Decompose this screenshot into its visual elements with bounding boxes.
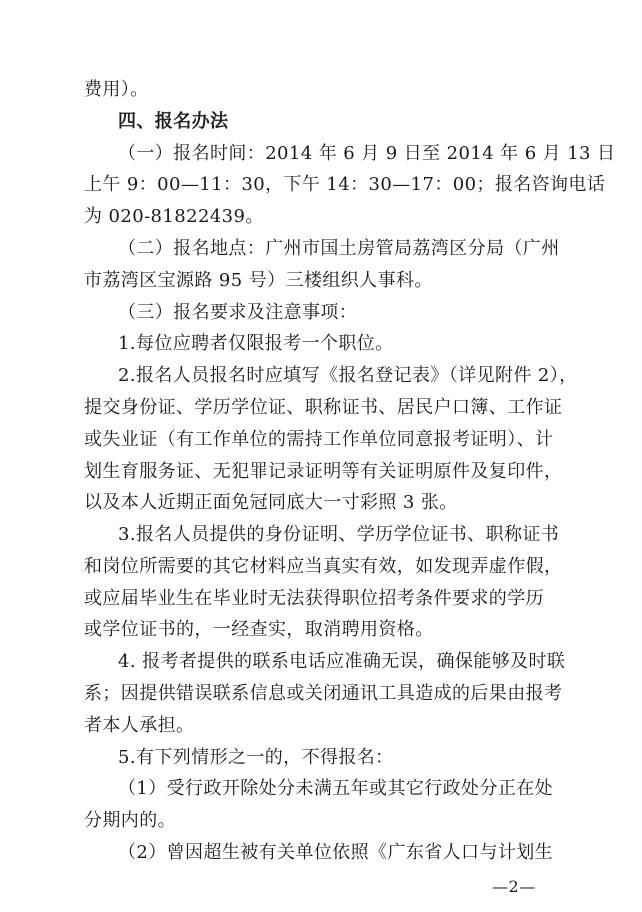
text-line: 以及本人近期正面免冠同底大一寸彩照 3 张。 — [84, 492, 458, 513]
text-line: 为 020-81822439。 — [84, 206, 264, 227]
text-line: 市荔湾区宝源路 95 号）三楼组织人事科。 — [84, 270, 433, 291]
text-line: 提交身份证、学历学位证、职称证书、居民户口簿、工作证 — [84, 397, 563, 418]
page-number: —2— — [492, 877, 536, 896]
text-line: 划生育服务证、无犯罪记录证明等有关证明原件及复印件， — [84, 461, 563, 482]
text-line: 系；因提供错误联系信息或关闭通讯工具造成的后果由报考 — [84, 683, 563, 704]
text-line: 上午 9：00—11：30，下午 14：30—17：00；报名咨询电话 — [84, 174, 606, 195]
text-line: 分期内的。 — [84, 810, 176, 831]
text-line: （三）报名要求及注意事项： — [118, 302, 358, 323]
text-line: （1）受行政开除处分未满五年或其它行政处分正在处 — [118, 778, 554, 799]
text-line: （一）报名时间：2014 年 6 月 9 日至 2014 年 6 月 13 日 — [118, 143, 616, 164]
text-line: 4. 报考者提供的联系电话应准确无误，确保能够及时联 — [118, 651, 566, 672]
text-line: 费用）。 — [84, 79, 149, 100]
text-line: 者本人承担。 — [84, 715, 195, 736]
text-line: （2）曾因超生被有关单位依照《广东省人口与计划生 — [118, 842, 554, 863]
text-line: 5.有下列情形之一的，不得报名： — [118, 747, 394, 768]
text-line: 或学位证书的，一经查实，取消聘用资格。 — [84, 619, 434, 640]
text-line: 2.报名人员报名时应填写《报名登记表》（详见附件 2）， — [118, 365, 578, 386]
text-line: 和岗位所需要的其它材料应当真实有效，如发现弄虚作假， — [84, 556, 563, 577]
text-line: 1.每位应聘者仅限报考一个职位。 — [118, 333, 394, 354]
section-heading: 四、报名办法 — [118, 111, 229, 132]
text-line: 或失业证（有工作单位的需持工作单位同意报考证明）、计 — [84, 429, 554, 450]
text-line: （二）报名地点：广州市国土房管局荔湾区分局（广州 — [118, 238, 560, 259]
text-line: 或应届毕业生在毕业时无法获得职位招考条件要求的学历 — [84, 588, 544, 609]
text-line: 3.报名人员提供的身份证明、学历学位证书、职称证书 — [118, 524, 560, 545]
